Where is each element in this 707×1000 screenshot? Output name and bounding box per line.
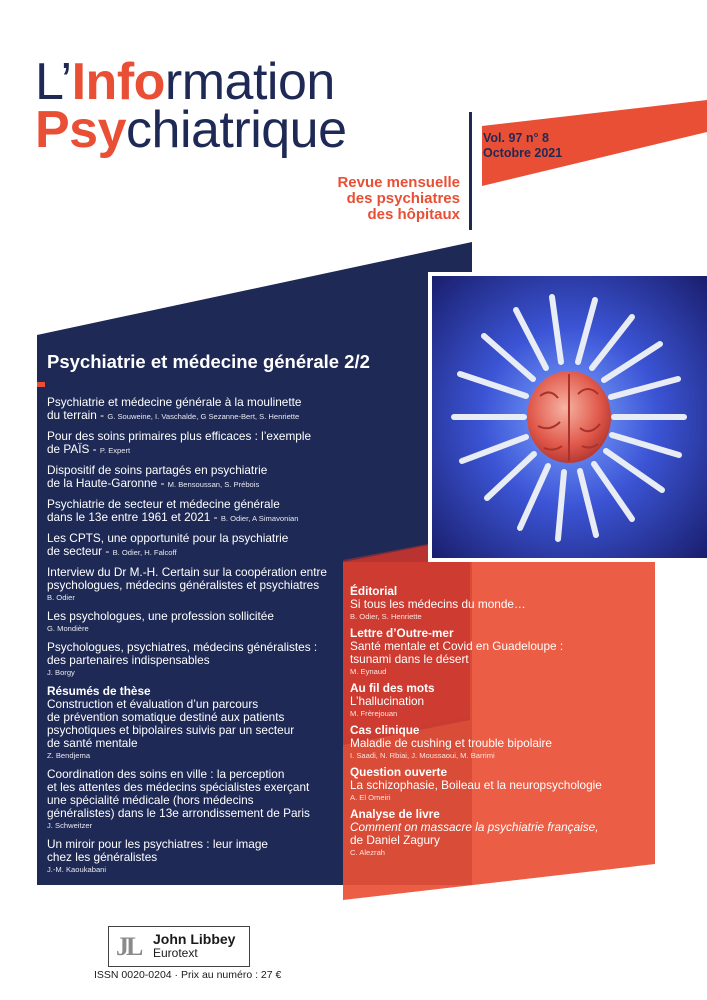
- toc-title: Les psychologues, une profession sollicitée: [47, 609, 274, 623]
- toc-title: psychotiques et bipolaires suivis par un secteur: [47, 723, 295, 737]
- rubrique-authors: A. El Omeiri: [350, 793, 391, 802]
- rubrique-title: Comment on massacre la psychiatrie française,: [350, 820, 599, 834]
- rubrique-heading: Éditorial: [350, 584, 398, 598]
- toc-title: Interview du Dr M.-H. Certain sur la coopération entre: [47, 565, 327, 579]
- toc-title: Les CPTS, une opportunité pour la psychiatrie: [47, 531, 289, 545]
- toc-entry[interactable]: [47, 566, 347, 603]
- title-highlight-info: Info: [71, 53, 165, 111]
- toc-title: Psychiatrie et médecine générale à la moulinette: [47, 395, 302, 409]
- rubrique-heading: Analyse de livre: [350, 807, 440, 821]
- toc-title: Pour des soins primaires plus efficaces : l’exemple: [47, 429, 312, 443]
- cover-photo-frame: [428, 272, 707, 562]
- toc-title: de PAÏS -: [47, 442, 100, 456]
- toc-title: dans le 13e entre 1961 et 2021 -: [47, 510, 221, 524]
- volume-number: Vol. 97 n° 8: [483, 131, 549, 145]
- toc-title: Psychiatrie de secteur et médecine générale: [47, 497, 280, 511]
- masthead-line-2: [35, 101, 347, 159]
- toc-title: de secteur -: [47, 544, 113, 558]
- rubrique-title: Maladie de cushing et trouble bipolaire: [350, 736, 552, 750]
- publisher-name: John Libbey: [153, 931, 236, 947]
- toc-entry[interactable]: [47, 610, 347, 634]
- toc-entry[interactable]: [47, 641, 347, 678]
- toc-authors: J.-M. Kaoukabani: [47, 865, 107, 874]
- publisher-subname: Eurotext: [153, 946, 198, 960]
- rubrique-authors: M. Frèrejouan: [350, 709, 398, 718]
- title-suffix: rmation: [164, 53, 335, 111]
- toc-authors: J. Schweitzer: [47, 821, 93, 830]
- toc-title: Dispositif de soins partagés en psychiatrie: [47, 463, 268, 477]
- rubriques-list: [350, 585, 670, 863]
- rubrique-title: tsunami dans le désert: [350, 652, 469, 666]
- toc-title: Un miroir pour les psychiatres : leur image: [47, 837, 268, 851]
- title-suffix-2: chiatrique: [126, 101, 347, 159]
- rubrique-title: La schizophasie, Boileau et la neuropsychologie: [350, 778, 602, 792]
- title-highlight-psy: Psy: [35, 101, 127, 159]
- toc-entry[interactable]: [47, 498, 347, 525]
- rubrique-authors: M. Eynaud: [350, 667, 387, 676]
- toc-authors: B. Odier: [47, 593, 75, 602]
- toc-entry[interactable]: [47, 768, 347, 831]
- rubrique-title: L’hallucination: [350, 694, 425, 708]
- rubrique-authors: B. Odier, S. Henriette: [350, 612, 422, 621]
- title-prefix: L’: [35, 53, 72, 111]
- issue-date: Octobre 2021: [483, 146, 563, 160]
- toc-title: de la Haute-Garonne -: [47, 476, 168, 490]
- toc-entry[interactable]: [47, 464, 347, 491]
- toc-title: une spécialité médicale (hors médecins: [47, 793, 254, 807]
- subtitle-line: des psychiatres: [346, 190, 460, 207]
- publisher-mark: JL: [116, 932, 141, 961]
- journal-subtitle: [240, 175, 460, 223]
- toc-title: Coordination des soins en ville : la perception: [47, 767, 285, 781]
- toc-authors: B. Odier, H. Falcoff: [112, 548, 177, 557]
- toc-title: Construction et évaluation d’un parcours: [47, 697, 259, 711]
- toc-title: et les attentes des médecins spécialistes exerçant: [47, 780, 310, 794]
- rubrique-authors: C. Alezrah: [350, 848, 386, 857]
- rubrique-editorial[interactable]: [350, 585, 670, 622]
- rubrique-title: de Daniel Zagury: [350, 833, 440, 847]
- rubrique-title: Si tous les médecins du monde…: [350, 597, 526, 611]
- toc-entry[interactable]: [47, 838, 347, 875]
- toc-entry[interactable]: [47, 396, 347, 423]
- toc-authors: B. Odier, A Simavonian: [220, 514, 299, 523]
- toc-title: psychologues, médecins généralistes et psychiatres: [47, 578, 320, 592]
- toc-section-heading: Résumés de thèse: [47, 684, 151, 698]
- rubrique-lettre[interactable]: [350, 627, 670, 677]
- toc-entry[interactable]: [47, 532, 347, 559]
- rubrique-livre[interactable]: [350, 808, 670, 858]
- rubrique-question[interactable]: [350, 766, 670, 803]
- subtitle-line: des hôpitaux: [367, 206, 460, 223]
- issue-info: [483, 131, 562, 161]
- toc-authors: G. Mondière: [47, 624, 89, 633]
- rubrique-heading: Lettre d’Outre-mer: [350, 626, 454, 640]
- rubrique-cas[interactable]: [350, 724, 670, 761]
- toc-title: chez les généralistes: [47, 850, 158, 864]
- rubrique-authors: I. Saadi, N. Rbiai, J. Moussaoui, M. Barrimi: [350, 751, 495, 760]
- toc-title: Psychologues, psychiatres, médecins généralistes :: [47, 640, 318, 654]
- section-title: Psychiatrie et médecine générale 2/2: [47, 351, 370, 372]
- rubrique-heading: Question ouverte: [350, 765, 448, 779]
- publisher-logo: [108, 926, 250, 967]
- title-accent-red: [37, 382, 45, 387]
- masthead-divider: [469, 112, 472, 230]
- toc-entry[interactable]: [47, 430, 347, 457]
- issn-price: ISSN 0020-0204 · Prix au numéro : 27 €: [94, 969, 282, 981]
- toc-title: des partenaires indispensables: [47, 653, 210, 667]
- toc-authors: M. Bensoussan, S. Prébois: [167, 480, 260, 489]
- toc-authors: P. Expert: [99, 446, 131, 455]
- rubrique-title: Santé mentale et Covid en Guadeloupe :: [350, 639, 564, 653]
- toc-title: de prévention somatique destiné aux patients: [47, 710, 285, 724]
- toc-entry-theses[interactable]: [47, 685, 347, 761]
- brain-thermometers-image: [432, 276, 707, 558]
- toc-authors: Z. Bendjema: [47, 751, 91, 760]
- toc-authors: G. Souweine, I. Vaschalde, G Sezanne-Bert, S. Henriette: [107, 412, 300, 421]
- toc-title: de santé mentale: [47, 736, 138, 750]
- rubrique-heading: Au fil des mots: [350, 681, 435, 695]
- table-of-contents: [47, 396, 347, 882]
- subtitle-line: Revue mensuelle: [337, 174, 460, 191]
- toc-title: du terrain -: [47, 408, 108, 422]
- toc-title: généralistes) dans le 13e arrondissement de Paris: [47, 806, 310, 820]
- toc-authors: J. Borgy: [47, 668, 75, 677]
- rubrique-mots[interactable]: [350, 682, 670, 719]
- rubrique-heading: Cas clinique: [350, 723, 420, 737]
